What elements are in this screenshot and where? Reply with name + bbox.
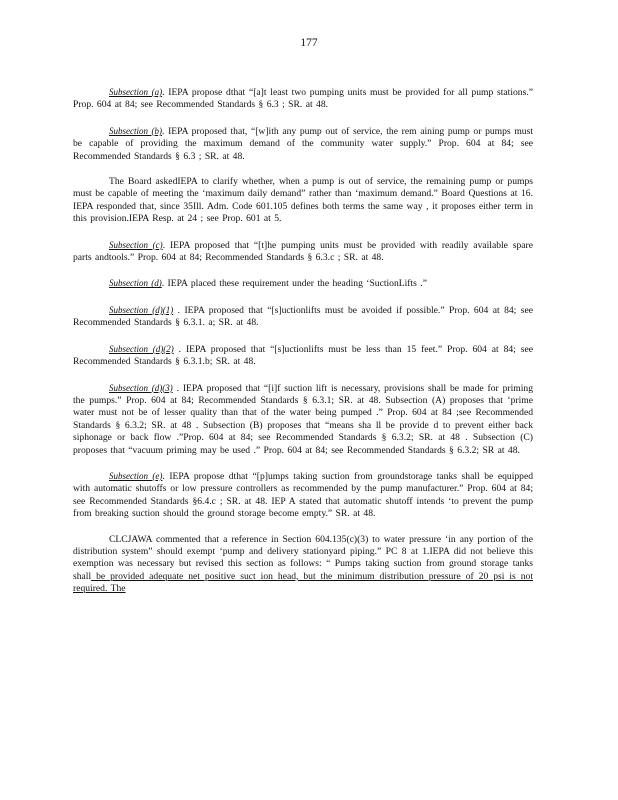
paragraph-text: IEPA proposed that “[s]uctionlifts must be less than 15 feet.” Prop. 604 at 84; see Recommended Standards § 6.3.1.b; SR. at 48. — [73, 343, 533, 368]
paragraph-text: IEPA propose dthat “[p]umps taking suction from groundstorage tanks shall be equipped with automatic shutoffs or low pressure controllers as recommended by the pump manufacturer.” Prop. 604 at 84; see Recommended Standards §6.4.c ; SR. at 48. IEP A stated that automatic shutoff intends ‘to prevent the pump from breaking suction should the ground storage become empty.” SR. at 48. — [73, 470, 534, 520]
paragraph-text: IEPA proposed that “[t]he pumping units must be provided with readily available spare parts andtools.” Prop. 604 at 84; Recommended Standards § 6.3.c ; SR. at 48. — [73, 239, 534, 264]
paragraph-subsection-e: Subsection (e). IEPA propose dthat “[p]umps taking suction from groundstorage tanks shall be equipped with automatic shutoffs or low pressure controllers as recommended by the pump manufacturer.” Prop. 604 at 84; see Recommended Standards §6.4.c ; SR. at 48. IEP A stated that automatic shutoff intends ‘to prevent the pump from breaking suction should the ground storage become empty.” SR. at 48. — [73, 470, 534, 520]
paragraph-text: IEPA placed these requirement under the heading ‘SuctionLifts .” — [167, 278, 427, 290]
paragraph-board-question — [73, 176, 533, 226]
subsection-label: Subsection (c) — [109, 239, 163, 250]
paragraph-text: The Board askedIEPA to clarify whether, when a pump is out of service, the remaining pump or pumps must be capable of meeting the ‘maximum daily demand” rather than ‘maximum demand.” Board Questions at 16. IEPA responded that, since 35Ill. Adm. Code 601.105 defines both terms the same way , it proposes either term in this provision.IEPA Resp. at 24 ; see Prop. 601 at 5. — [73, 176, 533, 225]
subsection-label: Subsection (d) — [109, 278, 162, 289]
subsection-label: Subsection (d)(1) — [109, 304, 174, 315]
paragraph-subsection-a: Subsection (a). IEPA propose dthat “[a]t least two pumping units must be provided for all pump stations.” Prop. 604 at 84; see Recommended Standards § 6.3 ; SR. at 48. — [73, 87, 533, 111]
subsection-label: Subsection (d)(3) — [109, 382, 173, 393]
paragraph-subsection-d3: Subsection (d)(3) . IEPA proposed that “[i]f suction lift is necessary, provisions shall be made for priming the pumps.” Prop. 604 at 84; Recommended Standards § 6.3.1; SR. at 48. Subsection (A) proposes that ‘prime water must not be of lesser quality than that of the water being pumped .” Prop. 604 at 84 ;see Recommended Standards § 6.3.2; SR. at 48 . Subsection (B) proposes that “means sha ll be provide d to prevent either back siphonage or back flow .”Prop. 604 at 84; see Recommended Standards § 6.3.2; SR. at 48 . Subsection (C) proposes that “vacuum priming may be used .” Prop. 604 at 84; see Recommended Standards § 6.3.2; SR at 48. — [73, 382, 533, 456]
paragraph-text: IEPA proposed that “[i]f suction lift is necessary, provisions shall be made for priming the pumps.” Prop. 604 at 84; Recommended Standards § 6.3.1; SR. at 48. Subsection (A) proposes that ‘prime water must not be of lesser quality than that of the water being pumped .” Prop. 604 at 84 ;see Recommended Standards § 6.3.2; SR. at 48 . Subsection (B) proposes that “means sha ll be provide d to prevent either back siphonage or back flow .”Prop. 604 at 84; see Recommended Standards § 6.3.2; SR. at 48 . Subsection (C) proposes that “vacuum priming may be used .” Prop. 604 at 84; see Recommended Standards § 6.3.2; SR at 48. — [73, 382, 533, 456]
paragraph-subsection-c: Subsection (c). IEPA proposed that “[t]he pumping units must be provided with readily available spare parts andtools.” Prop. 604 at 84; Recommended Standards § 6.3.c ; SR. at 48. — [73, 239, 534, 264]
subsection-label: Subsection (b) — [109, 125, 163, 136]
paragraph-text: IEPA proposed that “[s]uctionlifts must be avoided if possible.” Prop. 604 at 84; see Recommended Standards § 6.3.1. a; SR. at 48. — [73, 304, 533, 329]
subsection-label: Subsection (d)(2) — [109, 343, 174, 354]
subsection-label: Subsection (a) — [109, 87, 163, 97]
paragraph-subsection-d1: Subsection (d)(1) . IEPA proposed that “[s]uctionlifts must be avoided if possible.” Prop. 604 at 84; see Recommended Standards § 6.3.1. a; SR. at 48. — [73, 304, 533, 329]
paragraph-text: IEPA proposed that, “[w]ith any pump out of service, the rem aining pump or pumps must be capable of providing the maximum demand of the community water supply.” Prop. 604 at 84; see Recommended Standards § 6.3 ; SR. at 48. — [73, 125, 533, 162]
paragraph-subsection-d2: Subsection (d)(2) . IEPA proposed that “[s]uctionlifts must be less than 15 feet.” Prop. 604 at 84; see Recommended Standards § 6.3.1.b; SR. at 48. — [73, 343, 533, 368]
document-body — [73, 86, 533, 609]
paragraph-subsection-d: Subsection (d). IEPA placed these requirement under the heading ‘SuctionLifts .” — [109, 278, 427, 290]
page-number: 177 — [300, 37, 318, 49]
underlined-revision-text: be provided adequate net positive suct ion head, but the minimum distribution pressure of 20 psi is not required. The — [73, 570, 533, 595]
paragraph-clcjawa-comment — [73, 534, 533, 596]
paragraph-subsection-b: Subsection (b). IEPA proposed that, “[w]ith any pump out of service, the rem aining pump or pumps must be capable of providing the maximum demand of the community water supply.” Prop. 604 at 84; see Recommended Standards § 6.3 ; SR. at 48. — [73, 125, 533, 162]
paragraph-text: IEPA propose dthat “[a]t least two pumping units must be provided for all pump stations.” Prop. 604 at 84; see Recommended Standards § 6.3 ; SR. at 48. — [73, 87, 533, 111]
paragraph-text: CLCJAWA commented that a reference in Section 604.135(c)(3) to water pressure ‘in any portion of the distribution system” should exempt ‘pump and delivery stationyard piping.” PC 8 at 1.IEPA did not believe this exemption was necessary but revised this section as follows: “ Pumps taking suction from ground storage tanks shall — [73, 533, 533, 582]
subsection-label: Subsection (e) — [109, 470, 163, 481]
